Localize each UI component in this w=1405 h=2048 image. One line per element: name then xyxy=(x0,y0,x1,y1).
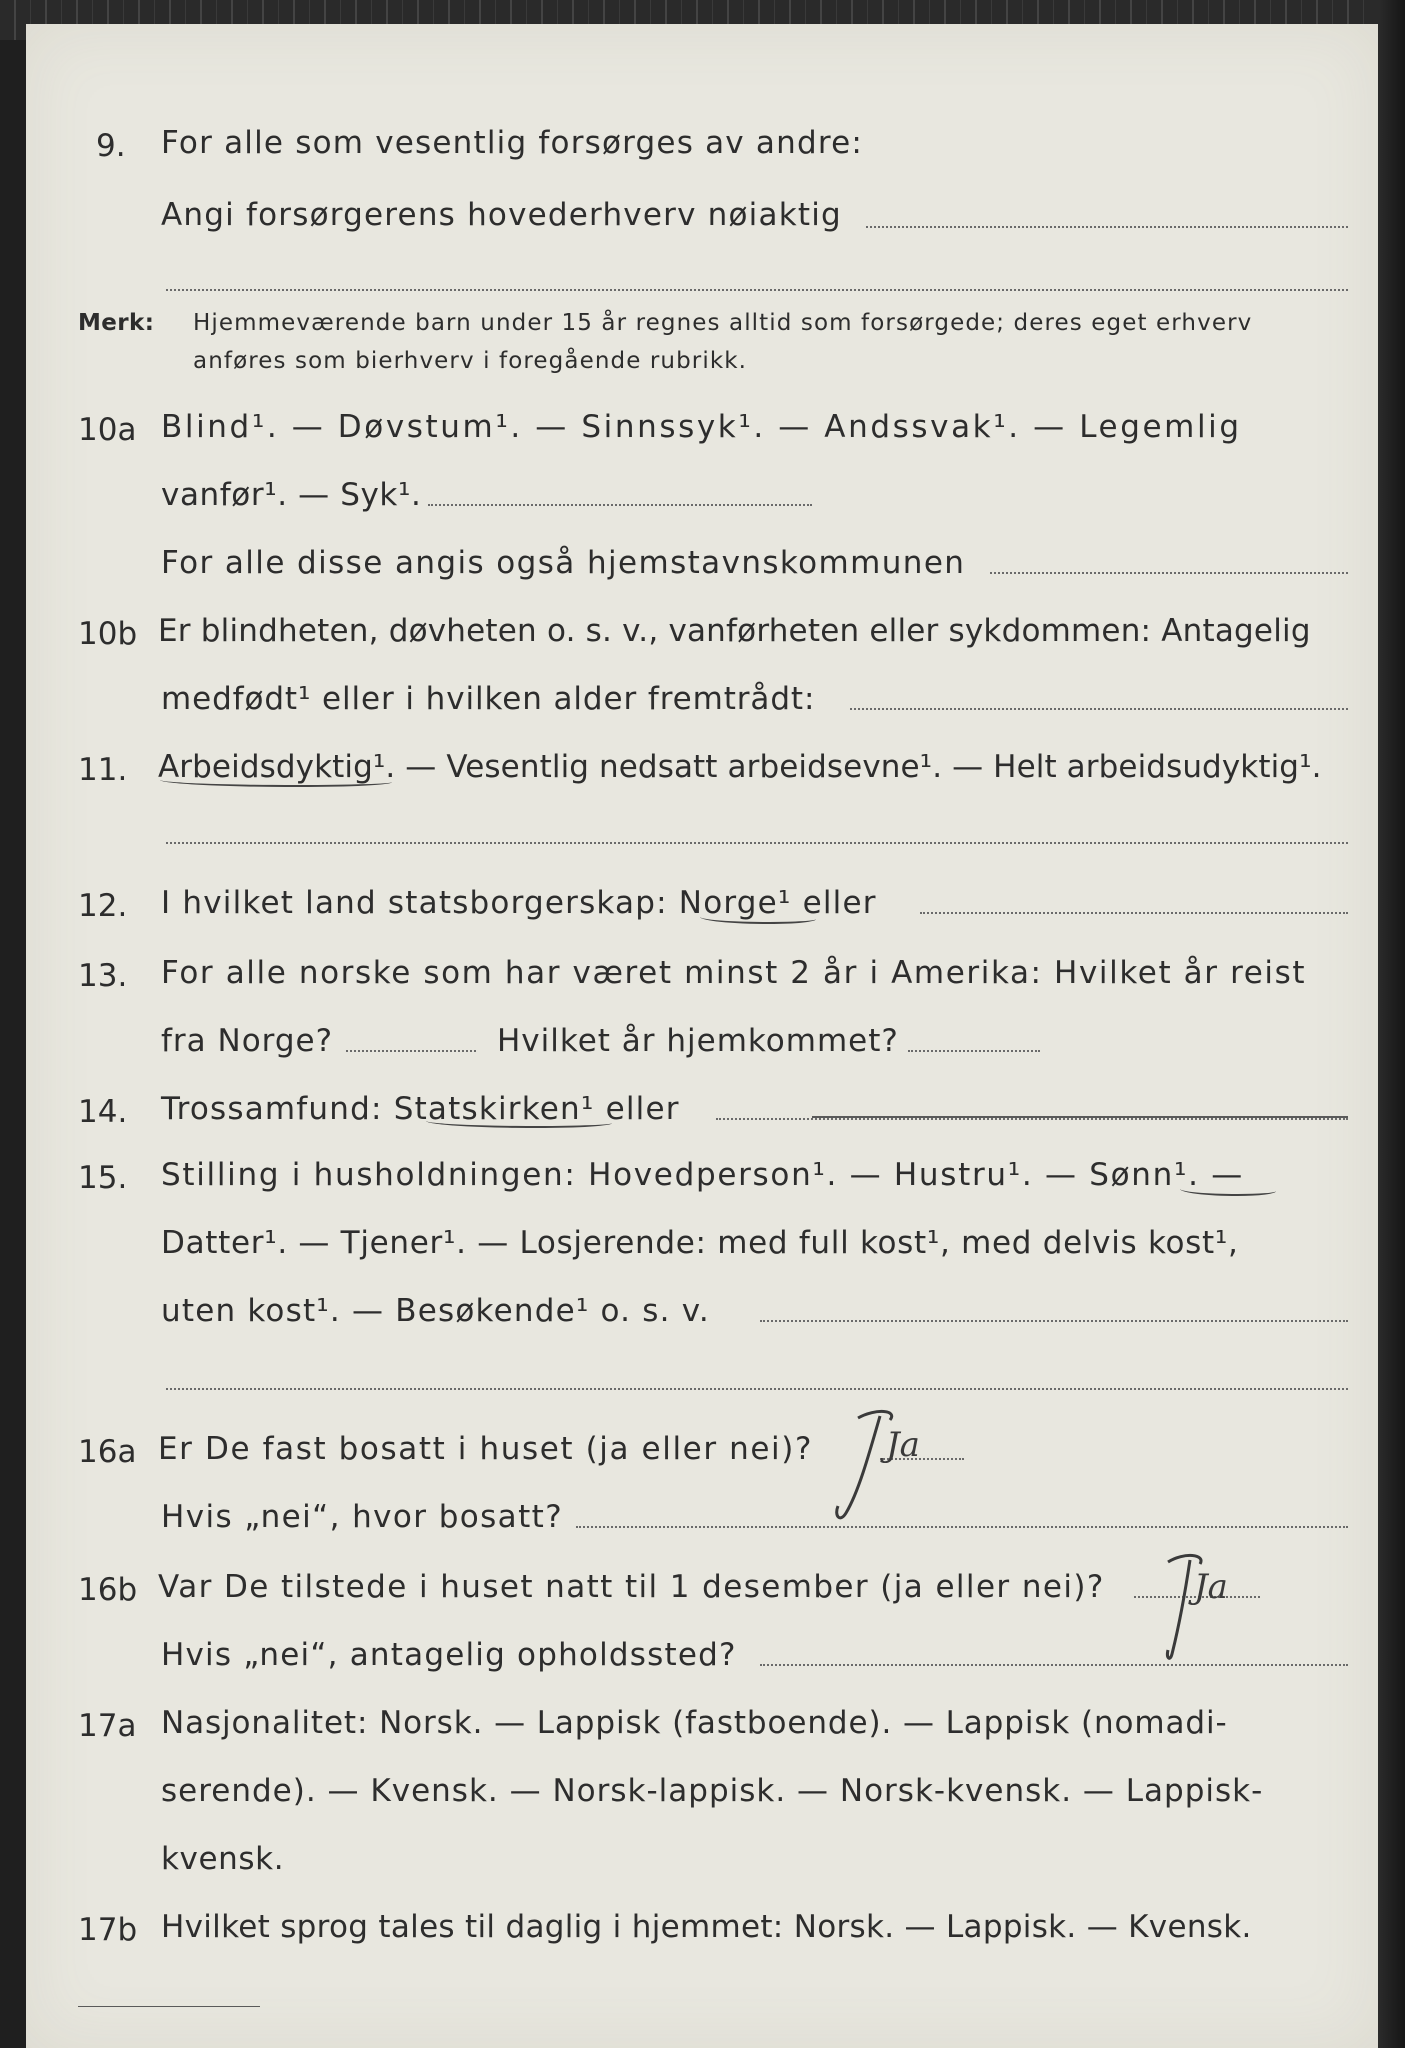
question-number-16a: 16a xyxy=(78,1434,137,1470)
q12-answer-line[interactable] xyxy=(920,912,1348,914)
q12-line1: I hvilket land statsborgerskap: Norge¹ eller xyxy=(161,885,877,921)
q15-answer-line-2[interactable] xyxy=(166,1388,1348,1390)
q17a-line3: kvensk. xyxy=(161,1841,285,1877)
q9-answer-line[interactable] xyxy=(866,226,1348,228)
q14-line1: Trossamfund: Statskirken¹ eller xyxy=(161,1091,680,1127)
q16b-answer-text: Ja xyxy=(1194,1567,1228,1607)
q17a-line1: Nasjonalitet: Norsk. — Lappisk (fastboende). — Lappisk (nomadi- xyxy=(161,1705,1228,1741)
scan-right-edge xyxy=(1378,0,1405,2048)
question-number-13: 13. xyxy=(78,958,128,994)
q13-line2a: fra Norge? xyxy=(161,1023,334,1059)
question-number-17a: 17a xyxy=(78,1708,137,1744)
question-number-10b: 10b xyxy=(78,616,138,652)
q15-line1: Stilling i husholdningen: Hovedperson¹. — Hustru¹. — Sønn¹. — xyxy=(161,1157,1244,1193)
q16a-residence-line[interactable] xyxy=(576,1526,1348,1528)
q9-line1: For alle som vesentlig forsørges av andre: xyxy=(161,125,864,161)
note-line2: anføres som bierhverv i foregående rubrikk. xyxy=(193,348,748,374)
q14-handwritten-strike-line xyxy=(812,1116,1348,1118)
footnote-rule xyxy=(78,2006,260,2007)
q11-answer-line[interactable] xyxy=(166,842,1348,844)
q16a-answer-text: Ja xyxy=(886,1425,920,1465)
question-number-17b: 17b xyxy=(78,1912,138,1948)
question-number-12: 12. xyxy=(78,888,128,924)
q16b-whereabouts-line[interactable] xyxy=(760,1664,1348,1666)
q17a-line2: serende). — Kvensk. — Norsk-lappisk. — Norsk-kvensk. — Lappisk- xyxy=(161,1773,1264,1809)
q10b-answer-line[interactable] xyxy=(850,708,1348,710)
note-line1: Hjemmeværende barn under 15 år regnes alltid som forsørgede; deres eget erhverv xyxy=(193,310,1253,336)
q15-line2: Datter¹. — Tjener¹. — Losjerende: med full kost¹, med delvis kost¹, xyxy=(161,1225,1239,1261)
q16b-handwritten-answer xyxy=(1140,1550,1230,1670)
q16a-line2: Hvis „nei“, hvor bosatt? xyxy=(161,1499,564,1535)
q10b-line2: medfødt¹ eller i hvilken alder fremtrådt: xyxy=(161,681,816,717)
q10a-line2: vanfør¹. — Syk¹. xyxy=(161,477,422,513)
q13-year-left-line[interactable] xyxy=(346,1050,476,1052)
question-number-11: 11. xyxy=(78,752,128,788)
question-number-9: 9. xyxy=(96,128,126,164)
question-number-16b: 16b xyxy=(78,1572,138,1608)
q15-line3: uten kost¹. — Besøkende¹ o. s. v. xyxy=(161,1293,710,1329)
q16b-line2: Hvis „nei“, antagelig opholdssted? xyxy=(161,1637,737,1673)
q16a-handwritten-answer xyxy=(828,1408,918,1528)
q16a-line1: Er De fast bosatt i huset (ja eller nei)? xyxy=(158,1431,814,1467)
question-number-14: 14. xyxy=(78,1094,128,1130)
q13-line1: For alle norske som har været minst 2 år i Amerika: Hvilket år reist xyxy=(161,955,1307,991)
q10b-line1: Er blindheten, døvheten o. s. v., vanførheten eller sykdommen: Antagelig xyxy=(158,613,1311,649)
q10a-sick-answer-line[interactable] xyxy=(428,504,812,506)
q13-year-returned-line[interactable] xyxy=(908,1050,1040,1052)
q17b-line1: Hvilket sprog tales til daglig i hjemmet: Norsk. — Lappisk. — Kvensk. xyxy=(161,1909,1252,1945)
q16b-line1: Var De tilstede i huset natt til 1 desember (ja eller nei)? xyxy=(158,1569,1105,1605)
q9-line2: Angi forsørgerens hovederhverv nøiaktig xyxy=(161,197,842,233)
question-number-15: 15. xyxy=(78,1160,128,1196)
question-number-10a: 10a xyxy=(78,412,137,448)
note-label: Merk: xyxy=(78,310,155,336)
q10a-line3: For alle disse angis også hjemstavnskommunen xyxy=(161,545,966,581)
q14-answer-line[interactable] xyxy=(716,1118,1348,1120)
q10a-line1: Blind¹. — Døvstum¹. — Sinnssyk¹. — Andssvak¹. — Legemlig xyxy=(161,409,1242,445)
q11-line1: Arbeidsdyktig¹. — Vesentlig nedsatt arbeidsevne¹. — Helt arbeidsudyktig¹. xyxy=(158,749,1322,785)
q9-answer-line-2[interactable] xyxy=(166,289,1348,291)
q15-answer-line[interactable] xyxy=(760,1320,1348,1322)
q10a-home-municipality-line[interactable] xyxy=(990,572,1348,574)
q13-line2b: Hvilket år hjemkommet? xyxy=(497,1023,899,1059)
